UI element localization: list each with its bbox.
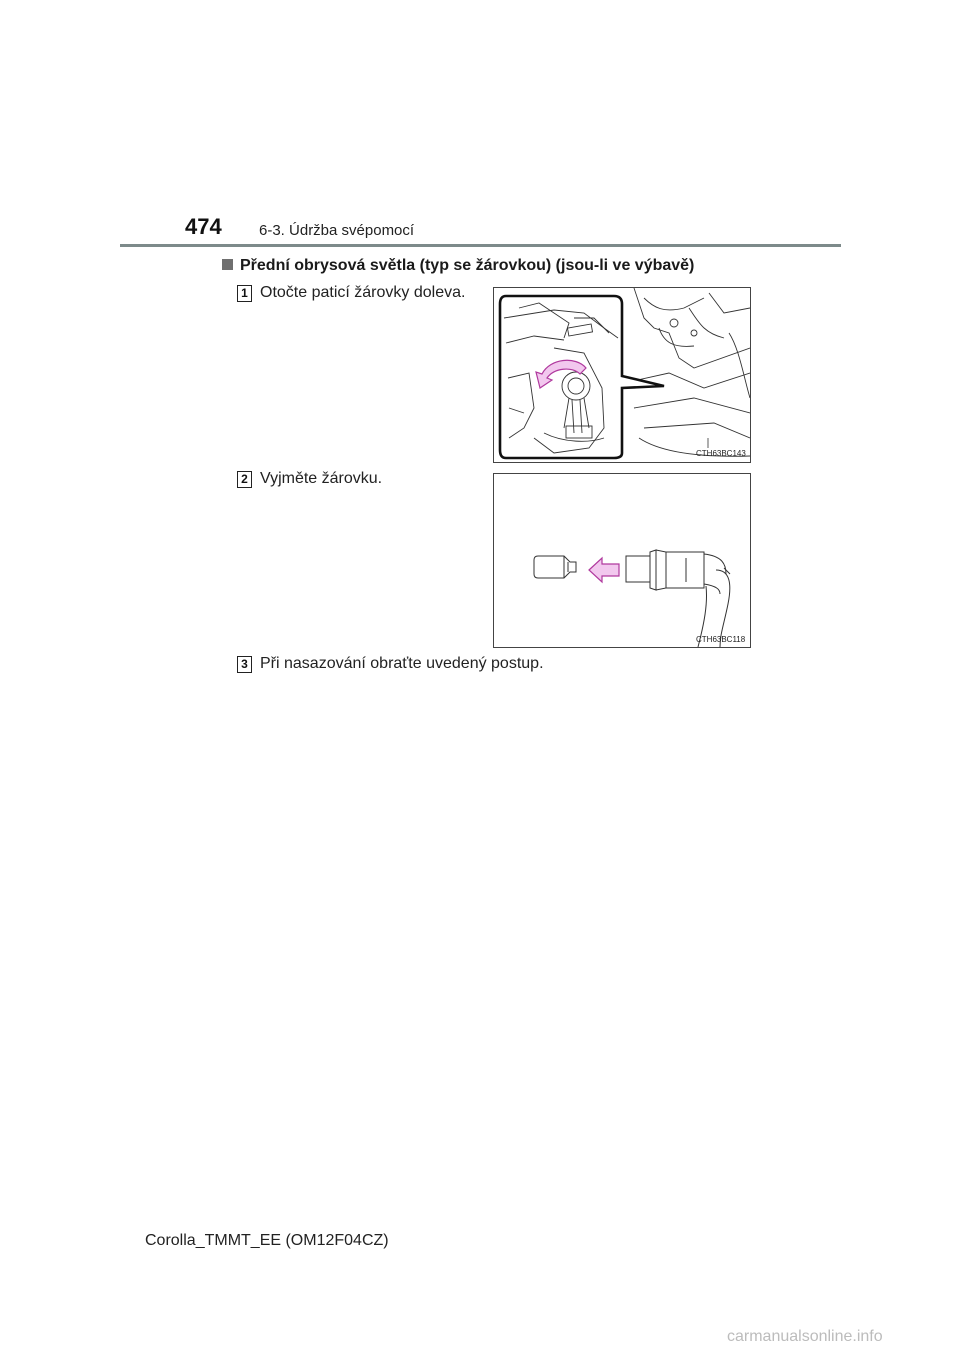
step-text-3: Při nasazování obraťte uvedený postup. — [260, 655, 544, 672]
footer-model: Corolla_TMMT_EE (OM12F04CZ) — [145, 1232, 389, 1249]
bulb-removal-illustration — [494, 474, 750, 647]
watermark: carmanualsonline.info — [727, 1328, 883, 1345]
figure-bulb-socket — [493, 287, 751, 463]
figure-code-2: CTH63BC118 — [696, 635, 746, 644]
square-bullet-icon — [222, 259, 233, 270]
step-number-1: 1 — [237, 285, 252, 302]
figure-bulb-removal — [493, 473, 751, 648]
header-rule — [120, 244, 841, 247]
step-number-2: 2 — [237, 471, 252, 488]
section-title: 6-3. Údržba svépomocí — [259, 222, 415, 239]
page-number: 474 — [185, 214, 222, 239]
step-number-3: 3 — [237, 656, 252, 673]
heading-text: Přední obrysová světla (typ se žárovkou) (jsou-li ve výbavě) — [240, 257, 695, 274]
engine-bay-illustration — [494, 288, 750, 462]
step-text-1: Otočte paticí žárovky doleva. — [260, 284, 466, 301]
heading — [222, 257, 694, 275]
step-text-2: Vyjměte žárovku. — [260, 470, 383, 487]
figure-code-1: CTH63BC143 — [696, 449, 746, 458]
